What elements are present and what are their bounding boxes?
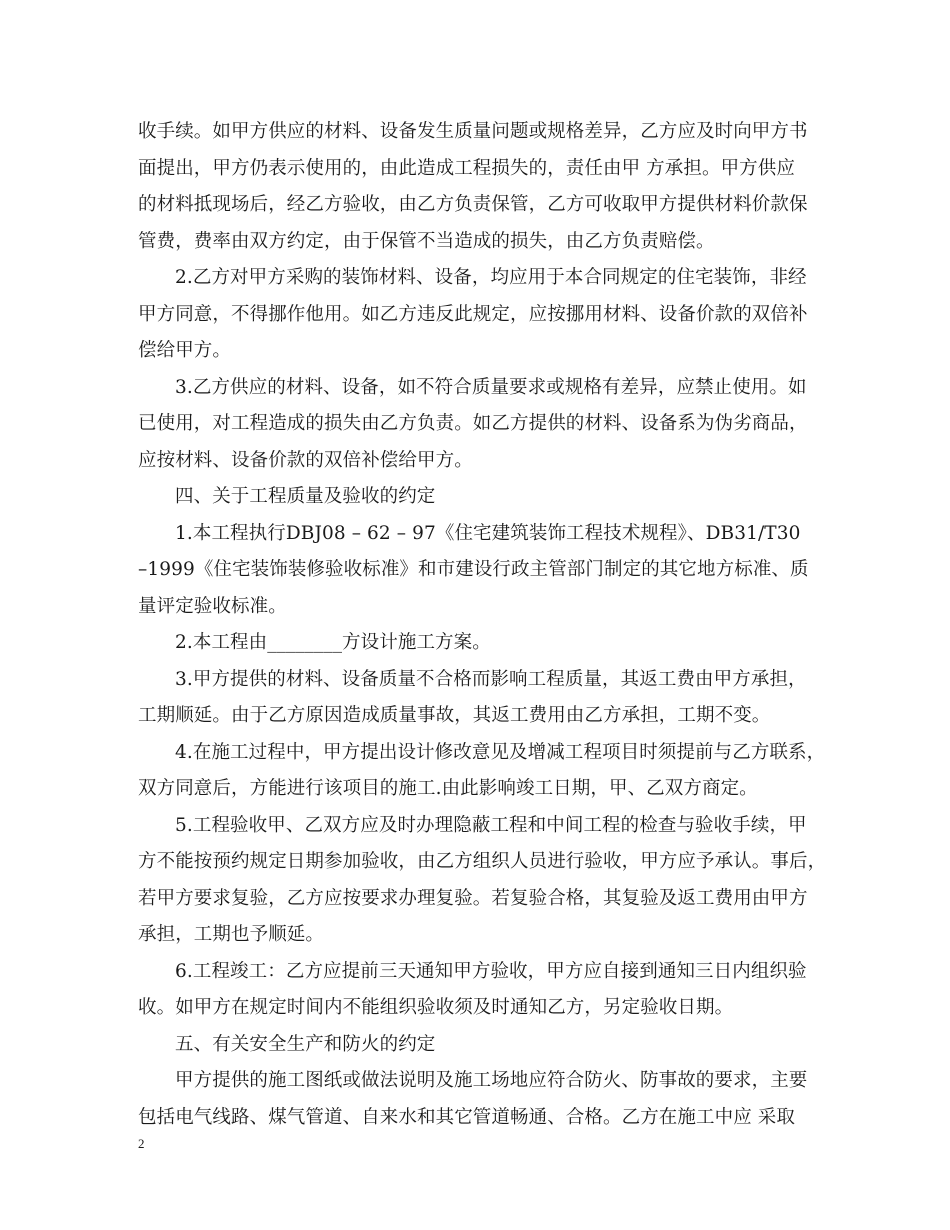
text-line: 甲方提供的施工图纸或做法说明及施工场地应符合防火、防事故的要求，主要 <box>175 1070 808 1091</box>
text-line: 管费，费率由双方约定，由于保管不当造成的损失，由乙方负责赔偿。 <box>138 230 715 252</box>
text-line: 承担，工期也予顺延。 <box>138 924 325 945</box>
text-line: 6.工程竣工：乙方应提前三天通知甲方验收，甲方应自接到通知三日内组织验 <box>175 960 807 982</box>
text-line: 3.乙方供应的材料、设备，如不符合质量要求或规格有差异，应禁止使用。如 <box>175 376 807 398</box>
text-line: 2.乙方对甲方采购的装饰材料、设备，均应用于本合同规定的住宅装饰，非经 <box>175 267 807 288</box>
text-line: 工期顺延。由于乙方原因造成质量事故，其返工费用由乙方承担，工期不变。 <box>138 705 771 726</box>
text-line: 2.本工程由________方设计施工方案。 <box>175 632 491 653</box>
text-line: 偿给甲方。 <box>138 340 232 361</box>
text-line: 量评定验收标准。 <box>138 595 287 617</box>
section-heading: 四、关于工程质量及验收的约定 <box>175 486 436 507</box>
text-line: 双方同意后，方能进行该项目的施工.由此影响竣工日期，甲、乙双方商定。 <box>138 778 758 799</box>
text-line: 收手续。如甲方供应的材料、设备发生质量问题或规格差异，乙方应及时向甲方书 <box>138 121 808 142</box>
body-text <box>138 114 828 1136</box>
text-line: 1.本工程执行DBJ08 – 62 – 97《住宅建筑装饰工程技术规程》、DB31/T30 <box>175 522 801 544</box>
text-line: 3.甲方提供的材料、设备质量不合格而影响工程质量，其返工费由甲方承担， <box>175 668 807 690</box>
text-line: –1999《住宅装饰装修验收标准》和市建设行政主管部门制定的其它地方标准、质 <box>138 559 809 580</box>
text-line: 甲方同意，不得挪作他用。如乙方违反此规定，应按挪用材料、设备价款的双倍补 <box>138 303 808 325</box>
text-line: 的材料抵现场后，经乙方验收，由乙方负责保管，乙方可收取甲方提供材料价款保 <box>138 194 808 215</box>
text-line: 4.在施工过程中，甲方提出设计修改意见及增减工程项目时须提前与乙方联系， <box>175 741 826 763</box>
text-line: 应按材料、设备价款的双倍补偿给甲方。 <box>138 449 473 471</box>
text-line: 面提出，甲方仍表示使用的，由此造成工程损失的，责任由甲 方承担。甲方供应 <box>138 157 795 179</box>
text-line: 已使用，对工程造成的损失由乙方负责。如乙方提供的材料、设备系为伪劣商品， <box>138 413 808 434</box>
text-line: 收。如甲方在规定时间内不能组织验收须及时通知乙方，另定验收日期。 <box>138 997 734 1018</box>
text-line: 若甲方要求复验，乙方应按要求办理复验。若复验合格，其复验及返工费用由甲方 <box>138 887 808 909</box>
section-heading: 五、有关安全生产和防火的约定 <box>175 1033 436 1055</box>
text-line: 方不能按预约规定日期参加验收，由乙方组织人员进行验收，甲方应予承认。事后， <box>138 851 827 872</box>
text-line: 包括电气线路、煤气管道、自来水和其它管道畅通、合格。乙方在施工中应 采取 <box>138 1106 795 1128</box>
page-number: 2 <box>138 1136 145 1151</box>
text-line: 5.工程验收甲、乙双方应及时办理隐蔽工程和中间工程的检查与验收手续，甲 <box>175 814 807 836</box>
